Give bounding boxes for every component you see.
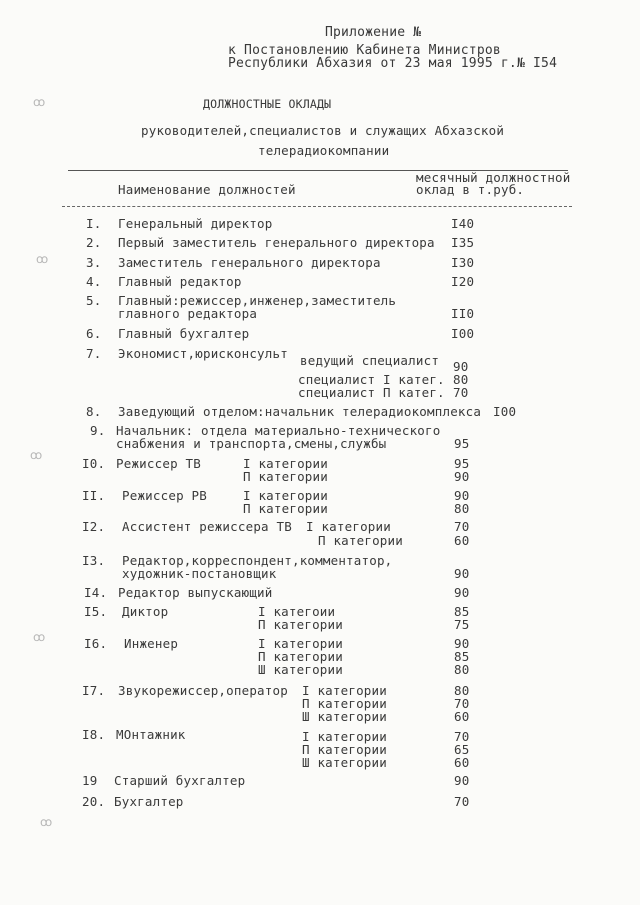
category: Ш категории (302, 755, 387, 770)
salary-value: 80 (454, 662, 470, 677)
salary-value: 80 (454, 683, 470, 698)
row-number: 20. (82, 794, 106, 809)
salary-value: 90 (454, 566, 470, 581)
position-name: Режиссер ТВ (116, 456, 201, 471)
row-number: I7. (82, 683, 106, 698)
position-name: Диктор (122, 604, 169, 619)
salary-value: 85 (454, 649, 470, 664)
row-number: 8. (86, 404, 102, 419)
decree-line-1: к Постановлению Кабинета Министров (228, 43, 501, 58)
position-name-cont: главного редактора (118, 306, 258, 321)
salary-value: 60 (454, 755, 470, 770)
category: П категории (258, 617, 343, 632)
row-number: I3. (82, 553, 106, 568)
decree-line-2: Республики Абхазия от 23 мая 1995 г.№ I54 (228, 56, 558, 71)
salary-value: 60 (454, 709, 470, 724)
salary-value: I00 (451, 326, 475, 341)
salary-value: 70 (453, 385, 469, 400)
salary-value: 90 (453, 359, 469, 374)
position-name: Редактор выпускающий (118, 585, 273, 600)
scan-mark: ꝏ (36, 252, 49, 266)
row-number: 3. (86, 255, 102, 270)
scan-mark: ꝏ (33, 95, 46, 109)
position-name-cont: художник-постановщик (122, 566, 277, 581)
position-name: Старший бухгалтер (114, 773, 246, 788)
table-header-rule (62, 206, 572, 207)
document-subtitle-2: телерадиокомпании (258, 143, 390, 158)
salary-value: I40 (451, 216, 475, 231)
position-name-cont: снабжения и транспорта,смены,службы (116, 436, 387, 451)
sub-category: специалист П катег. (298, 385, 445, 400)
document-subtitle-1: руководителей,специалистов и служащих Абхазской (141, 123, 505, 138)
salary-value: 70 (454, 729, 470, 744)
category: I категории (243, 456, 328, 471)
row-number: I0. (82, 456, 106, 471)
salary-value: 60 (454, 533, 470, 548)
position-name: Инженер (124, 636, 179, 651)
scan-mark: ꝏ (40, 815, 53, 829)
salary-value: 85 (454, 604, 470, 619)
position-name: Главный:режиссер,инженер,заместитель (118, 293, 397, 308)
position-name: МОнтажник (116, 727, 186, 742)
salary-value: 90 (454, 469, 470, 484)
salary-value: I30 (451, 255, 475, 270)
position-name: Ассистент режиссера ТВ (122, 519, 292, 534)
category: I категории (302, 683, 387, 698)
salary-value: I35 (451, 235, 475, 250)
salary-value: 80 (453, 372, 469, 387)
category: П категории (243, 501, 328, 516)
column-header-name: Наименование должностей (118, 182, 296, 197)
salary-value: 80 (454, 501, 470, 516)
row-number: 4. (86, 274, 102, 289)
sub-category: специалист I катег. (298, 372, 445, 387)
salary-value: 70 (454, 519, 470, 534)
position-name: Заместитель генерального директора (118, 255, 381, 270)
category: I категории (302, 729, 387, 744)
position-name: Заведующий отделом:начальник телерадиокомплекса (118, 404, 482, 419)
salary-value: 95 (454, 456, 470, 471)
column-header-salary-1: месячный должностной (416, 170, 571, 185)
annex-label: Приложение № (325, 25, 422, 40)
category: Ш категории (302, 709, 387, 724)
row-number: I6. (84, 636, 108, 651)
row-number: 2. (86, 235, 102, 250)
category: I категории (243, 488, 328, 503)
row-number: I8. (82, 727, 106, 742)
column-header-salary-2: оклад в т.руб. (416, 182, 525, 197)
salary-value: 90 (454, 585, 470, 600)
salary-value: 90 (454, 488, 470, 503)
category: П категории (243, 469, 328, 484)
row-number: I. (86, 216, 102, 231)
row-number: I5. (84, 604, 108, 619)
scan-mark: ꝏ (30, 448, 43, 462)
position-name: Режиссер РВ (122, 488, 207, 503)
row-number: 6. (86, 326, 102, 341)
salary-value: 90 (454, 773, 470, 788)
row-number: 5. (86, 293, 102, 308)
position-name: Звукорежиссер,оператор (118, 683, 288, 698)
category: Ш категории (258, 662, 343, 677)
row-number: I4. (84, 585, 108, 600)
category: П категории (318, 533, 403, 548)
position-name: Главный редактор (118, 274, 242, 289)
row-number: II. (82, 488, 106, 503)
salary-value: 75 (454, 617, 470, 632)
position-name: Экономист,юрисконсульт (118, 346, 288, 361)
position-name: Главный бухгалтер (118, 326, 250, 341)
row-number: 7. (86, 346, 102, 361)
position-name: Генеральный директор (118, 216, 273, 231)
document-title: ДОЛЖНОСТНЫЕ ОКЛАДЫ (203, 97, 332, 111)
category: I категории (306, 519, 391, 534)
category: I категории (258, 636, 343, 651)
category: П категории (302, 742, 387, 757)
scan-mark: ꝏ (33, 630, 46, 644)
position-name: Бухгалтер (114, 794, 184, 809)
category: П категории (258, 649, 343, 664)
salary-value: 95 (454, 436, 470, 451)
salary-value: 70 (454, 794, 470, 809)
salary-value: 65 (454, 742, 470, 757)
position-name: Первый заместитель генерального директора (118, 235, 435, 250)
category: I категоии (258, 604, 336, 619)
salary-value: 70 (454, 696, 470, 711)
row-number: 19 (82, 773, 98, 788)
category: П категории (302, 696, 387, 711)
salary-value: I00 (493, 404, 517, 419)
row-number: 9. (90, 423, 106, 438)
salary-value: 90 (454, 636, 470, 651)
sub-category: ведущий специалист (300, 353, 440, 368)
row-number: I2. (82, 519, 106, 534)
position-name: Начальник: отдела материально-технического (116, 423, 441, 438)
salary-value: II0 (451, 306, 475, 321)
position-name: Редактор,корреспондент,комментатор, (122, 553, 393, 568)
salary-value: I20 (451, 274, 475, 289)
